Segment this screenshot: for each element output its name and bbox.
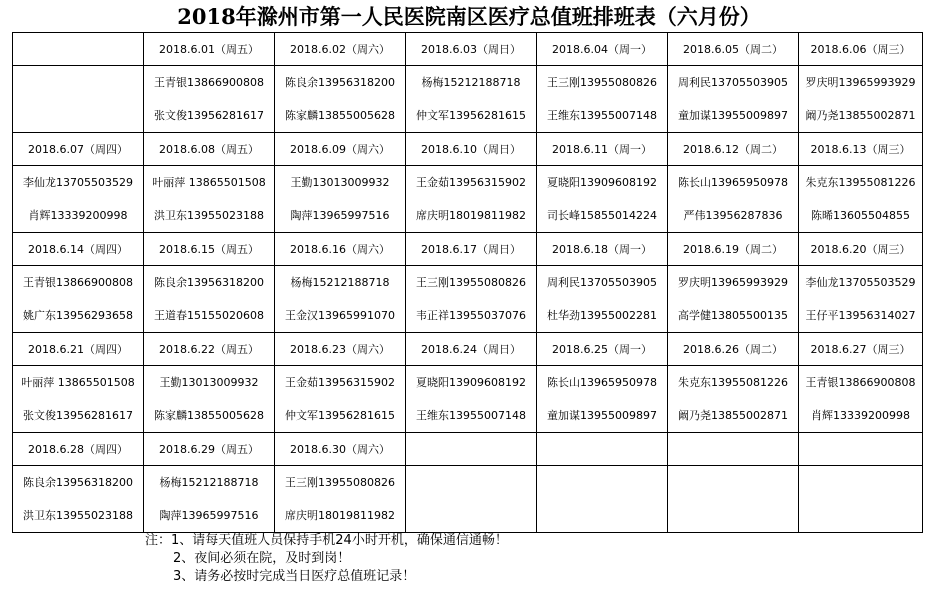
- duty-person: 王金茹13956315902: [416, 176, 526, 189]
- duty-person: 张文俊13956281617: [154, 109, 264, 122]
- duty-cell: [13, 66, 144, 133]
- duty-person: 朱克东13955081226: [805, 176, 916, 189]
- date-cell: [799, 433, 923, 466]
- page-title: 2018年滁州市第一人民医院南区医疗总值班排班表（六月份）: [177, 4, 761, 29]
- duty-cell: [144, 366, 275, 433]
- duty-person: 王青银13866900808: [23, 276, 133, 289]
- duty-cell: [799, 166, 923, 233]
- duty-person: 陈长山13965950978: [547, 376, 657, 389]
- duty-row: [13, 266, 923, 333]
- duty-person: 王仔平13956314027: [805, 309, 916, 322]
- date-cell: 2018.6.28（周四）: [13, 433, 144, 466]
- duty-person: 陈家麟13855005628: [285, 109, 395, 122]
- duty-cell: [275, 466, 406, 533]
- date-row: [13, 33, 923, 66]
- duty-person: 肖辉13339200998: [28, 209, 128, 222]
- duty-cell: [275, 66, 406, 133]
- date-cell: 2018.6.25（周一）: [537, 333, 668, 366]
- date-cell: 2018.6.14（周四）: [13, 233, 144, 266]
- duty-person: 陈晞13605504855: [811, 209, 910, 222]
- date-cell: 2018.6.08（周五）: [144, 133, 275, 166]
- duty-person: 周利民13705503905: [678, 76, 788, 89]
- duty-person: 童加谋13955009897: [678, 109, 788, 122]
- duty-person: 杜华劲13955002281: [547, 309, 657, 322]
- duty-person: 王勤13013009932: [159, 376, 259, 389]
- duty-person: 王维东13955007148: [416, 409, 526, 422]
- date-cell: 2018.6.30（周六）: [275, 433, 406, 466]
- duty-person: 王维东13955007148: [547, 109, 657, 122]
- note-3: 3、请务必按时完成当日医疗总值班记录！: [173, 569, 416, 584]
- duty-person: 肖辉13339200998: [811, 409, 910, 422]
- duty-person: [537, 499, 667, 532]
- duty-cell: [799, 66, 923, 133]
- duty-row: [13, 166, 923, 233]
- date-cell: [537, 433, 668, 466]
- duty-cell: [275, 266, 406, 333]
- date-cell: 2018.6.20（周三）: [799, 233, 923, 266]
- duty-person: 严伟13956287836: [683, 209, 783, 222]
- duty-cell: [799, 466, 923, 533]
- duty-person: [406, 499, 536, 532]
- duty-person: 陈家麟13855005628: [154, 409, 264, 422]
- duty-cell: [799, 266, 923, 333]
- duty-cell: [144, 266, 275, 333]
- duty-cell: [406, 366, 537, 433]
- duty-person: 王青银13866900808: [154, 76, 264, 89]
- duty-row: [13, 366, 923, 433]
- date-cell: 2018.6.06（周三）: [799, 33, 923, 66]
- duty-person: 张文俊13956281617: [23, 409, 133, 422]
- date-cell: 2018.6.09（周六）: [275, 133, 406, 166]
- duty-person: [799, 466, 922, 499]
- note-1: 注：1、请每天值班人员保持手机24小时开机，确保通信通畅！: [145, 533, 508, 548]
- date-cell: 2018.6.19（周二）: [668, 233, 799, 266]
- duty-cell: [668, 466, 799, 533]
- duty-person: 王三刚13955080826: [285, 476, 395, 489]
- duty-person: 朱克东13955081226: [678, 376, 788, 389]
- date-cell: 2018.6.02（周六）: [275, 33, 406, 66]
- duty-cell: [13, 166, 144, 233]
- note-2: 2、夜间必须在院，及时到岗！: [173, 551, 351, 566]
- duty-person: 陈长山13965950978: [678, 176, 788, 189]
- duty-person: 王道春15155020608: [154, 309, 264, 322]
- duty-person: 王三刚13955080826: [416, 276, 526, 289]
- duty-person: 仲文军13956281615: [416, 109, 526, 122]
- duty-cell: [668, 66, 799, 133]
- duty-person: 杨梅15212188718: [290, 276, 390, 289]
- date-cell: 2018.6.24（周日）: [406, 333, 537, 366]
- date-cell: [13, 33, 144, 66]
- duty-person: [13, 66, 143, 99]
- duty-cell: [13, 466, 144, 533]
- date-cell: 2018.6.13（周三）: [799, 133, 923, 166]
- date-cell: 2018.6.21（周四）: [13, 333, 144, 366]
- duty-cell: [668, 266, 799, 333]
- schedule-table: [12, 32, 923, 533]
- date-cell: 2018.6.23（周六）: [275, 333, 406, 366]
- duty-person: 洪卫东13955023188: [154, 209, 264, 222]
- duty-cell: [406, 466, 537, 533]
- duty-cell: [537, 166, 668, 233]
- duty-cell: [668, 166, 799, 233]
- duty-person: 周利民13705503905: [547, 276, 657, 289]
- date-cell: 2018.6.27（周三）: [799, 333, 923, 366]
- date-cell: 2018.6.17（周日）: [406, 233, 537, 266]
- date-cell: 2018.6.03（周日）: [406, 33, 537, 66]
- duty-cell: [13, 266, 144, 333]
- duty-person: 阚乃尧13855002871: [805, 109, 916, 122]
- duty-person: 王金茹13956315902: [285, 376, 395, 389]
- duty-person: 王勤13013009932: [290, 176, 390, 189]
- duty-person: 洪卫东13955023188: [23, 509, 133, 522]
- duty-person: 陶萍13965997516: [290, 209, 390, 222]
- duty-person: 叶丽萍 13865501508: [21, 376, 135, 389]
- duty-cell: [406, 166, 537, 233]
- date-cell: [406, 433, 537, 466]
- duty-person: 王金汉13965991070: [285, 309, 395, 322]
- duty-person: 阚乃尧13855002871: [678, 409, 788, 422]
- duty-cell: [537, 66, 668, 133]
- date-cell: 2018.6.29（周五）: [144, 433, 275, 466]
- duty-cell: [144, 466, 275, 533]
- duty-cell: [406, 266, 537, 333]
- date-row: [13, 233, 923, 266]
- duty-row: [13, 466, 923, 533]
- date-cell: 2018.6.26（周二）: [668, 333, 799, 366]
- duty-person: 李仙龙13705503529: [805, 276, 916, 289]
- duty-cell: [275, 366, 406, 433]
- duty-person: 司长峰15855014224: [547, 209, 657, 222]
- date-row: [13, 333, 923, 366]
- duty-cell: [144, 166, 275, 233]
- duty-person: 夏晓阳13909608192: [547, 176, 657, 189]
- duty-person: 陈良余13956318200: [154, 276, 264, 289]
- duty-person: [799, 499, 922, 532]
- date-cell: 2018.6.16（周六）: [275, 233, 406, 266]
- date-row: [13, 433, 923, 466]
- date-cell: 2018.6.01（周五）: [144, 33, 275, 66]
- duty-cell: [668, 366, 799, 433]
- duty-person: 罗庆明13965993929: [805, 76, 916, 89]
- duty-person: 陶萍13965997516: [159, 509, 259, 522]
- duty-cell: [537, 366, 668, 433]
- duty-person: 叶丽萍 13865501508: [152, 176, 266, 189]
- duty-person: [406, 466, 536, 499]
- date-cell: 2018.6.22（周五）: [144, 333, 275, 366]
- duty-person: 仲文军13956281615: [285, 409, 395, 422]
- duty-person: 罗庆明13965993929: [678, 276, 788, 289]
- duty-person: 席庆明18019811982: [416, 209, 526, 222]
- date-cell: 2018.6.04（周一）: [537, 33, 668, 66]
- duty-person: 陈良余13956318200: [285, 76, 395, 89]
- date-cell: 2018.6.12（周二）: [668, 133, 799, 166]
- duty-person: [668, 466, 798, 499]
- duty-cell: [537, 466, 668, 533]
- date-cell: 2018.6.15（周五）: [144, 233, 275, 266]
- duty-person: 陈良余13956318200: [23, 476, 133, 489]
- notes: [145, 532, 508, 586]
- duty-cell: [406, 66, 537, 133]
- duty-person: [537, 466, 667, 499]
- duty-cell: [13, 366, 144, 433]
- date-cell: 2018.6.11（周一）: [537, 133, 668, 166]
- duty-person: 王三刚13955080826: [547, 76, 657, 89]
- duty-person: [13, 99, 143, 132]
- duty-cell: [799, 366, 923, 433]
- duty-person: 夏晓阳13909608192: [416, 376, 526, 389]
- date-cell: 2018.6.18（周一）: [537, 233, 668, 266]
- duty-person: 杨梅15212188718: [421, 76, 521, 89]
- date-cell: 2018.6.07（周四）: [13, 133, 144, 166]
- duty-person: 席庆明18019811982: [285, 509, 395, 522]
- duty-person: [668, 499, 798, 532]
- duty-person: 姚广东13956293658: [23, 309, 133, 322]
- duty-cell: [275, 166, 406, 233]
- duty-person: 杨梅15212188718: [159, 476, 259, 489]
- duty-person: 童加谋13955009897: [547, 409, 657, 422]
- date-cell: [668, 433, 799, 466]
- duty-person: 王青银13866900808: [805, 376, 916, 389]
- duty-row: [13, 66, 923, 133]
- duty-cell: [537, 266, 668, 333]
- duty-person: 高学健13805500135: [678, 309, 788, 322]
- duty-cell: [144, 66, 275, 133]
- date-cell: 2018.6.10（周日）: [406, 133, 537, 166]
- date-cell: 2018.6.05（周二）: [668, 33, 799, 66]
- duty-person: 韦正祥13955037076: [416, 309, 526, 322]
- date-row: [13, 133, 923, 166]
- duty-person: 李仙龙13705503529: [23, 176, 133, 189]
